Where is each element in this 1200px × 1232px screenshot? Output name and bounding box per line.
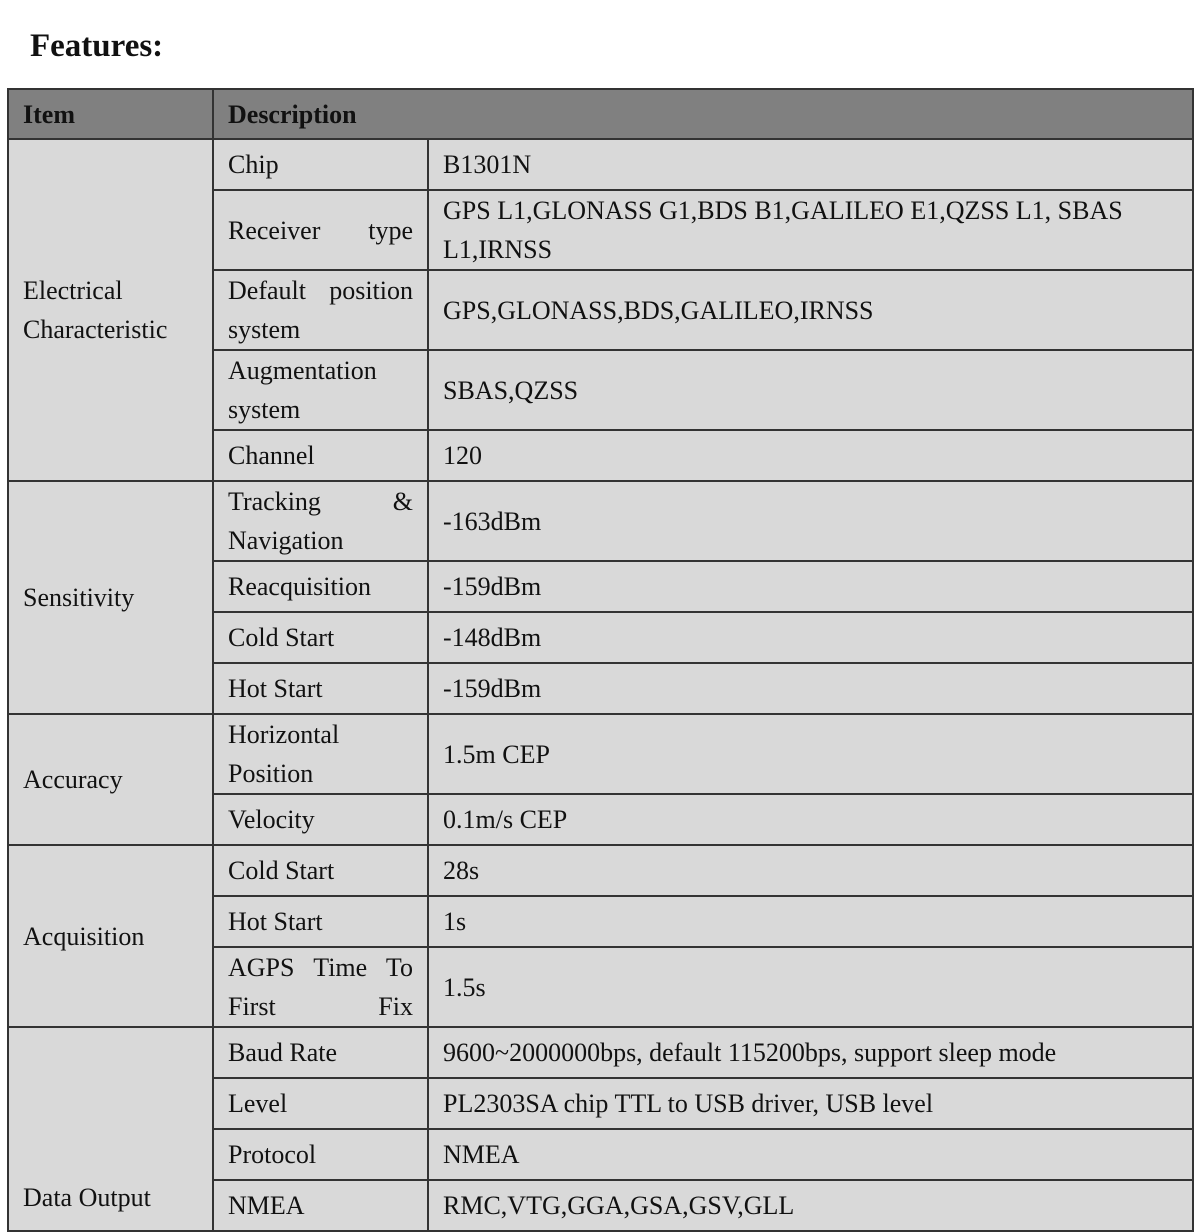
item-label: Level — [213, 1078, 428, 1129]
table-header-row — [8, 89, 1193, 139]
group-label: Electrical Characteristic — [8, 139, 213, 481]
item-value: -163dBm — [428, 481, 1193, 561]
item-label: Hot Start — [213, 896, 428, 947]
item-value: -159dBm — [428, 663, 1193, 714]
item-label: Reacquisition — [213, 561, 428, 612]
item-value: 1s — [428, 896, 1193, 947]
item-value: 0.1m/s CEP — [428, 794, 1193, 845]
group-label: Data Output — [8, 1027, 213, 1231]
header-description: Description — [213, 89, 1193, 139]
features-heading: Features: — [30, 28, 164, 64]
item-label: Hot Start — [213, 663, 428, 714]
item-value: 1.5s — [428, 947, 1193, 1027]
table-row — [8, 139, 1193, 190]
group-label: Accuracy — [8, 714, 213, 845]
item-value: RMC,VTG,GGA,GSA,GSV,GLL — [428, 1180, 1193, 1231]
item-value: PL2303SA chip TTL to USB driver, USB level — [428, 1078, 1193, 1129]
item-label: Default position system — [213, 270, 428, 350]
item-label: Cold Start — [213, 612, 428, 663]
item-label: AGPS Time To First Fix — [213, 947, 428, 1027]
item-label: Horizontal Position — [213, 714, 428, 794]
item-label: Augmentation system — [213, 350, 428, 430]
item-label: NMEA — [213, 1180, 428, 1231]
item-label: Receiver type — [213, 190, 428, 270]
table-row — [8, 845, 1193, 896]
table-row — [8, 1027, 1193, 1078]
item-value: GPS L1,GLONASS G1,BDS B1,GALILEO E1,QZSS L1, SBAS L1,IRNSS — [428, 190, 1193, 270]
header-item: Item — [8, 89, 213, 139]
item-value: B1301N — [428, 139, 1193, 190]
item-value: 120 — [428, 430, 1193, 481]
item-value: NMEA — [428, 1129, 1193, 1180]
item-label: Protocol — [213, 1129, 428, 1180]
item-label: Channel — [213, 430, 428, 481]
item-value: 1.5m CEP — [428, 714, 1193, 794]
table-row — [8, 714, 1193, 794]
features-table — [7, 88, 1194, 1232]
item-value: -148dBm — [428, 612, 1193, 663]
item-label: Cold Start — [213, 845, 428, 896]
item-value: GPS,GLONASS,BDS,GALILEO,IRNSS — [428, 270, 1193, 350]
item-label: Baud Rate — [213, 1027, 428, 1078]
item-label: Velocity — [213, 794, 428, 845]
item-value: SBAS,QZSS — [428, 350, 1193, 430]
item-value: -159dBm — [428, 561, 1193, 612]
group-label: Sensitivity — [8, 481, 213, 714]
table-row — [8, 481, 1193, 561]
item-value: 9600~2000000bps, default 115200bps, support sleep mode — [428, 1027, 1193, 1078]
item-label: Tracking & Navigation — [213, 481, 428, 561]
item-label: Chip — [213, 139, 428, 190]
group-label: Acquisition — [8, 845, 213, 1027]
item-value: 28s — [428, 845, 1193, 896]
